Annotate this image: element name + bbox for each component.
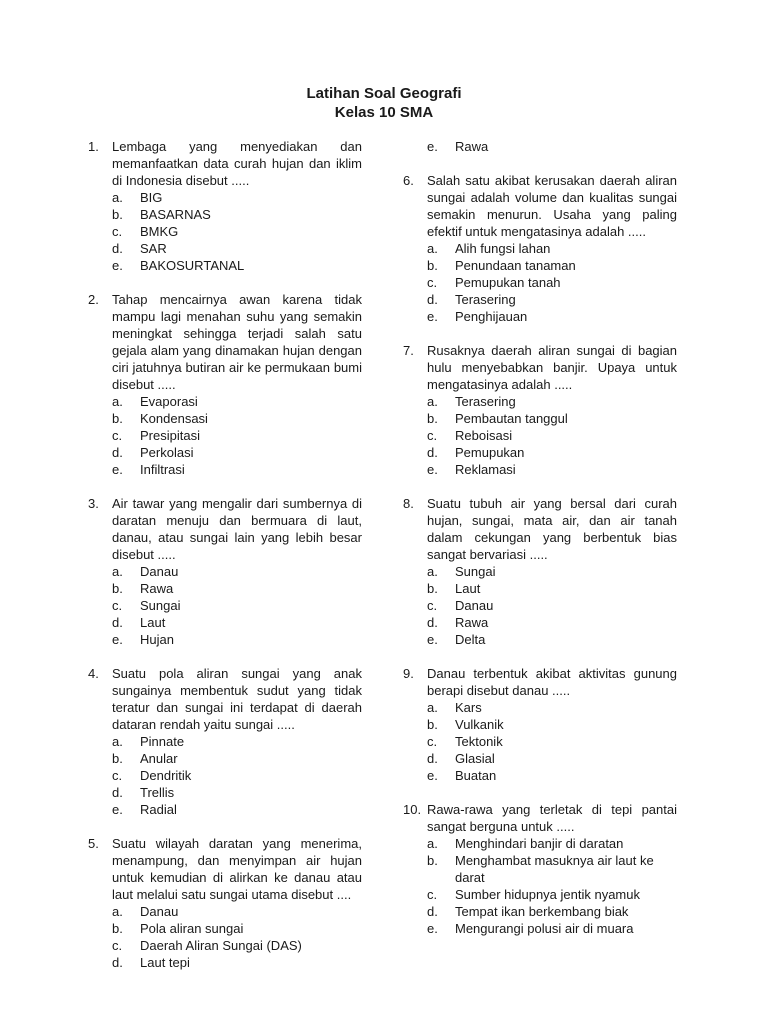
option-item: [112, 631, 362, 648]
question-block: [403, 342, 677, 478]
question-number: 4.: [88, 666, 99, 681]
option-item: [427, 852, 677, 886]
option-letter: d.: [427, 751, 438, 766]
question-text: Tahap mencairnya awan karena tidak mampu lagi menahan suhu yang semakin meningkat sehingga terjadi salah satu gejala alam yang dinamakan hujan dengan ciri jatuhnya butiran air ke permukaan bumi disebut .....: [112, 292, 362, 392]
option-item: [427, 240, 677, 257]
question-number: 9.: [403, 666, 414, 681]
question-columns: [0, 138, 768, 988]
question-block: [88, 291, 362, 478]
question-text: Suatu tubuh air yang bersal dari curah hujan, sungai, mata air, dan air tanah dalam cekungan yang berbentuk bias sangat bervariasi .....: [427, 496, 677, 562]
option-item: [427, 716, 677, 733]
option-item: [112, 563, 362, 580]
option-letter: b.: [427, 258, 438, 273]
option-item: [427, 699, 677, 716]
question-options-carryover: [403, 138, 677, 155]
option-item: [112, 784, 362, 801]
option-item: [427, 138, 677, 155]
option-item: [112, 767, 362, 784]
question-number: 3.: [88, 496, 99, 511]
question-text: Danau terbentuk akibat aktivitas gunung berapi disebut danau .....: [427, 666, 677, 698]
option-item: [427, 274, 677, 291]
option-letter: d.: [427, 445, 438, 460]
option-label: Pola aliran sungai: [140, 921, 244, 936]
option-letter: c.: [112, 598, 123, 613]
option-item: [427, 393, 677, 410]
option-letter: a.: [112, 734, 123, 749]
option-item: [112, 427, 362, 444]
option-item: [112, 580, 362, 597]
option-item: [427, 920, 677, 937]
option-item: [427, 308, 677, 325]
option-item: [112, 206, 362, 223]
option-label: Kondensasi: [140, 411, 208, 426]
option-letter: c.: [427, 598, 438, 613]
option-label: Trellis: [140, 785, 175, 800]
option-item: [112, 240, 362, 257]
option-label: Terasering: [455, 394, 516, 409]
option-letter: b.: [112, 921, 123, 936]
option-item: [427, 563, 677, 580]
option-label: Pinnate: [140, 734, 185, 749]
option-label: Penundaan tanaman: [455, 258, 576, 273]
option-letter: d.: [112, 955, 123, 970]
option-label: Tempat ikan berkembang biak: [455, 904, 629, 919]
option-letter: b.: [112, 751, 123, 766]
option-label: Radial: [140, 802, 177, 817]
question-block: [88, 495, 362, 648]
option-label: Buatan: [455, 768, 497, 783]
option-label: Danau: [455, 598, 494, 613]
option-letter: e.: [427, 462, 438, 477]
option-label: Presipitasi: [140, 428, 200, 443]
question-text: Rawa-rawa yang terletak di tepi pantai sangat berguna untuk .....: [427, 802, 677, 834]
option-item: [427, 427, 677, 444]
option-letter: e.: [427, 139, 438, 154]
option-letter: a.: [112, 564, 123, 579]
option-label: Danau: [140, 904, 179, 919]
option-letter: e.: [427, 632, 438, 647]
option-letter: b.: [427, 581, 438, 596]
option-letter: c.: [427, 887, 438, 902]
question-text: Air tawar yang mengalir dari sumbernya di daratan menuju dan bermuara di laut, danau, atau sungai lain yang lebih besar disebut .....: [112, 496, 362, 562]
option-letter: d.: [112, 785, 123, 800]
option-letter: e.: [112, 462, 123, 477]
option-item: [427, 631, 677, 648]
option-letter: e.: [112, 802, 123, 817]
option-letter: c.: [112, 224, 123, 239]
option-label: Mengurangi polusi air di muara: [455, 921, 634, 936]
option-letter: c.: [427, 734, 438, 749]
option-item: [112, 597, 362, 614]
option-item: [112, 393, 362, 410]
option-letter: d.: [427, 615, 438, 630]
option-item: [427, 733, 677, 750]
option-label: Delta: [455, 632, 486, 647]
option-letter: b.: [427, 853, 438, 868]
question-text: Salah satu akibat kerusakan daerah aliran sungai adalah volume dan kualitas sungai semakin menurun. Usaha yang paling efektif untuk mengatasinya adalah .....: [427, 173, 677, 239]
option-label: Hujan: [140, 632, 174, 647]
question-block: [403, 172, 677, 325]
option-item: [427, 444, 677, 461]
option-item: [427, 614, 677, 631]
option-label: Danau: [140, 564, 179, 579]
option-letter: b.: [427, 717, 438, 732]
option-label: Reboisasi: [455, 428, 513, 443]
option-letter: e.: [427, 768, 438, 783]
option-letter: d.: [112, 615, 123, 630]
option-label: Perkolasi: [140, 445, 194, 460]
question-number: 6.: [403, 173, 414, 188]
question-number: 7.: [403, 343, 414, 358]
question-block: [403, 665, 677, 784]
option-letter: c.: [427, 275, 438, 290]
question-text: Suatu pola aliran sungai yang anak sungainya membentuk sudut yang tidak teratur dan sungai ini terdapat di daerah dataran rendah yaitu sungai .....: [112, 666, 362, 732]
option-label: Rawa: [455, 615, 489, 630]
option-label: Pembautan tanggul: [455, 411, 568, 426]
option-label: Pemupukan tanah: [455, 275, 561, 290]
question-block: [88, 835, 362, 971]
option-letter: a.: [427, 564, 438, 579]
option-label: Alih fungsi lahan: [455, 241, 551, 256]
option-item: [112, 444, 362, 461]
page-title: [0, 0, 768, 122]
option-item: [112, 189, 362, 206]
option-letter: b.: [112, 411, 123, 426]
page-title-line1: Latihan Soal Geografi: [306, 85, 462, 102]
option-label: Rawa: [140, 581, 174, 596]
option-item: [427, 835, 677, 852]
option-label: Laut: [140, 615, 166, 630]
option-label: Menghindari banjir di daratan: [455, 836, 624, 851]
option-item: [112, 903, 362, 920]
option-label: BIG: [140, 190, 163, 205]
option-label: Sungai: [140, 598, 181, 613]
option-letter: c.: [427, 428, 438, 443]
option-letter: a.: [427, 241, 438, 256]
option-letter: a.: [427, 700, 438, 715]
page-title-line2: Kelas 10 SMA: [334, 104, 434, 121]
option-label: Kars: [455, 700, 482, 715]
option-letter: d.: [427, 292, 438, 307]
option-item: [427, 410, 677, 427]
option-label: Infiltrasi: [140, 462, 185, 477]
option-letter: b.: [112, 581, 123, 596]
option-item: [427, 597, 677, 614]
option-label: Terasering: [455, 292, 516, 307]
question-number: 8.: [403, 496, 414, 511]
option-item: [112, 614, 362, 631]
option-letter: e.: [427, 309, 438, 324]
question-number: 5.: [88, 836, 99, 851]
option-item: [427, 750, 677, 767]
option-label: Dendritik: [140, 768, 192, 783]
option-item: [112, 954, 362, 971]
option-letter: c.: [112, 428, 123, 443]
option-label: Penghijauan: [455, 309, 528, 324]
option-label: Rawa: [455, 139, 489, 154]
option-label: Tektonik: [455, 734, 503, 749]
option-item: [427, 580, 677, 597]
option-label: Evaporasi: [140, 394, 198, 409]
option-label: Anular: [140, 751, 178, 766]
right-column: [403, 138, 677, 988]
option-label: Vulkanik: [455, 717, 504, 732]
option-item: [112, 410, 362, 427]
option-letter: a.: [427, 836, 438, 851]
option-label: Sumber hidupnya jentik nyamuk: [455, 887, 640, 902]
option-item: [112, 801, 362, 818]
option-label: Daerah Aliran Sungai (DAS): [140, 938, 302, 953]
option-item: [112, 750, 362, 767]
option-item: [427, 291, 677, 308]
option-letter: e.: [112, 632, 123, 647]
option-item: [112, 257, 362, 274]
question-text: Suatu wilayah daratan yang menerima, menampung, dan menyimpan air hujan untuk kemudian di alirkan ke danau atau laut melalui satu sungai utama disebut ....: [112, 836, 362, 902]
option-label: SAR: [140, 241, 167, 256]
option-item: [112, 461, 362, 478]
option-item: [427, 886, 677, 903]
option-label: Laut: [455, 581, 481, 596]
question-block: [403, 495, 677, 648]
option-letter: d.: [427, 904, 438, 919]
option-label: Glasial: [455, 751, 495, 766]
option-letter: a.: [112, 190, 123, 205]
option-item: [427, 903, 677, 920]
option-label: BASARNAS: [140, 207, 211, 222]
question-number: 2.: [88, 292, 99, 307]
option-item: [427, 257, 677, 274]
option-letter: a.: [112, 394, 123, 409]
option-letter: d.: [112, 241, 123, 256]
option-letter: b.: [112, 207, 123, 222]
option-label: Sungai: [455, 564, 496, 579]
option-label: Pemupukan: [455, 445, 525, 460]
option-letter: a.: [112, 904, 123, 919]
option-letter: a.: [427, 394, 438, 409]
option-letter: b.: [427, 411, 438, 426]
option-label: Menghambat masuknya air laut ke darat: [455, 853, 654, 885]
left-column: [88, 138, 362, 988]
question-block: [88, 665, 362, 818]
option-item: [112, 920, 362, 937]
question-text: Lembaga yang menyediakan dan memanfaatkan data curah hujan dan iklim di Indonesia disebut .....: [112, 139, 362, 188]
option-item: [112, 223, 362, 240]
question-number: 1.: [88, 139, 99, 154]
option-label: Laut tepi: [140, 955, 190, 970]
question-block: [88, 138, 362, 274]
option-letter: c.: [112, 768, 123, 783]
question-number: 10.: [403, 802, 422, 817]
option-letter: d.: [112, 445, 123, 460]
option-label: BAKOSURTANAL: [140, 258, 245, 273]
option-label: Reklamasi: [455, 462, 516, 477]
option-letter: e.: [112, 258, 123, 273]
question-block: [403, 801, 677, 937]
option-item: [112, 733, 362, 750]
option-item: [427, 461, 677, 478]
option-item: [112, 937, 362, 954]
option-letter: c.: [112, 938, 123, 953]
option-item: [427, 767, 677, 784]
option-label: BMKG: [140, 224, 179, 239]
option-letter: e.: [427, 921, 438, 936]
question-text: Rusaknya daerah aliran sungai di bagian hulu menyebabkan banjir. Upaya untuk mengatasinya adalah .....: [427, 343, 677, 392]
